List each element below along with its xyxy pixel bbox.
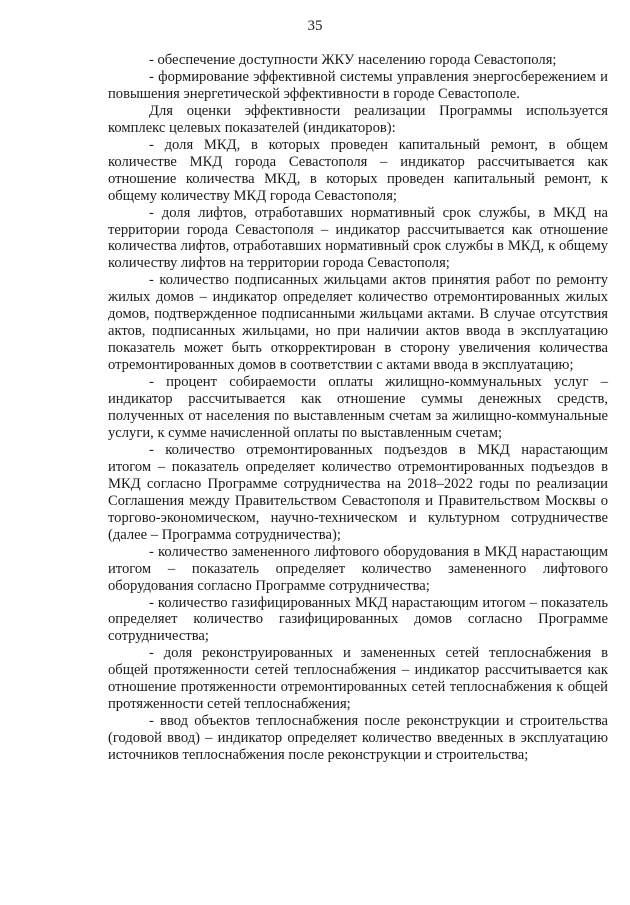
bullet-paragraph: - формирование эффективной системы управления энергосбережением и повышения энергетической эффективности в городе Севастополе. — [108, 68, 608, 102]
bullet-paragraph: - количество замененного лифтового оборудования в МКД нарастающим итогом – показатель определяет количество замененного лифтового оборудования согласно Программе сотрудничества; — [108, 543, 608, 594]
bullet-paragraph: - доля лифтов, отработавших нормативный срок службы, в МКД на территории города Севастополя – индикатор рассчитывается как отношение количества лифтов, отработавших нормативный срок службы в МКД, к общему количеству лифтов на территории города Севастополя; — [108, 204, 608, 272]
bullet-paragraph: - доля МКД, в которых проведен капитальный ремонт, в общем количестве МКД города Севастополя – индикатор рассчитывается как отношение количества МКД, в которых проведен капитальный ремонт, к общему количеству МКД города Севастополя; — [108, 136, 608, 204]
bullet-paragraph: - количество газифицированных МКД нарастающим итогом – показатель определяет количество газифицированных домов согласно Программе сотрудничества; — [108, 594, 608, 645]
body-paragraph: Для оценки эффективности реализации Программы используется комплекс целевых показателей (индикаторов): — [108, 102, 608, 136]
bullet-paragraph: - доля реконструированных и замененных сетей теплоснабжения в общей протяженности сетей теплоснабжения – индикатор рассчитывается как отношение протяженности отремонтированных сетей теплоснабжения к общей протяженности сетей теплоснабжения; — [108, 645, 608, 713]
page-number: 35 — [307, 18, 323, 34]
body-text — [108, 52, 608, 764]
bullet-paragraph: - процент собираемости оплаты жилищно-коммунальных услуг – индикатор рассчитывается как отношение суммы денежных средств, полученных от населения по выставленным счетам за жилищно-коммунальные услуги, к сумме начисленной оплаты по выставленным счетам; — [108, 374, 608, 441]
bullet-paragraph: - обеспечение доступности ЖКУ населению города Севастополя; — [149, 52, 557, 68]
bullet-paragraph: - количество подписанных жильцами актов принятия работ по ремонту жилых домов – индикатор определяет количество отремонтированных жилых домов, подтвержденное подписанными жильцами актами. В случае отсутствия актов, подписанных жильцами, но при наличии актов ввода в эксплуатацию показатель может быть откорректирован в сторону увеличения количества отремонтированных домов в соответствии с актами ввода в эксплуатацию; — [108, 272, 608, 374]
bullet-paragraph: - ввод объектов теплоснабжения после реконструкции и строительства (годовой ввод) – индикатор определяет количество введенных в эксплуатацию источников теплоснабжения после реконструкции и строительства; — [108, 713, 608, 764]
bullet-paragraph: - количество отремонтированных подъездов в МКД нарастающим итогом – показатель определяет количество отремонтированных подъездов в МКД согласно Программе сотрудничества на 2018–2022 годы по реализации Соглашения между Правительством Севастополя и Правительством Москвы о торгово-экономическом, научно-техническом и культурном сотрудничестве (далее – Программа сотрудничества); — [108, 441, 608, 543]
